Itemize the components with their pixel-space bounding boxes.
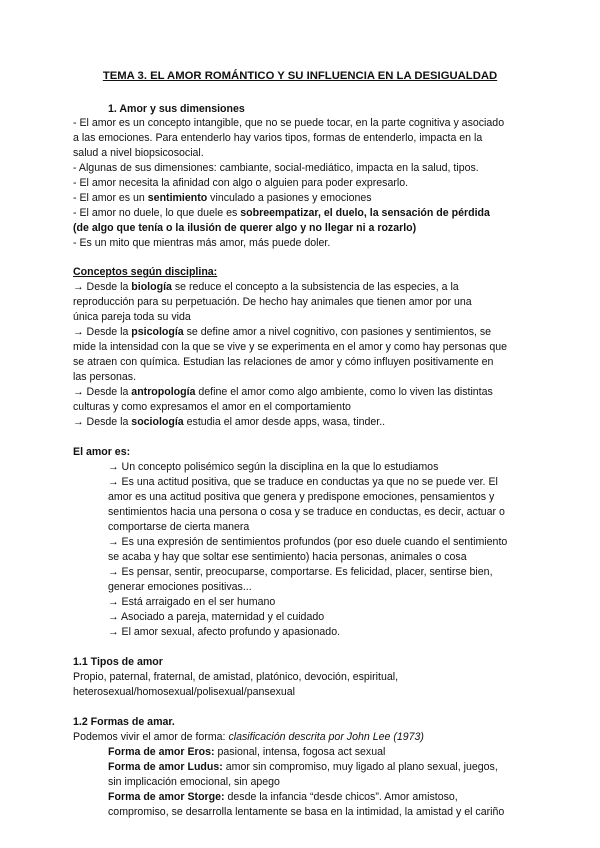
paragraph-line: - Algunas de sus dimensiones: cambiante, social-mediático, impacta en la salud, tipos. <box>73 162 479 174</box>
paragraph-line: mide la intensidad con la que se vive y se experimenta en el amor y como hay personas que <box>73 341 507 353</box>
list-item: se acaba y hay que soltar ese sentimiento) hacia personas, animales o cosa <box>108 551 467 563</box>
paragraph-line: - El amor es un sentimiento vinculado a pasiones y emociones <box>73 192 372 204</box>
list-item: → Es una expresión de sentimientos profundos (por eso duele cuando el sentimiento <box>108 536 508 548</box>
paragraph-line: → Desde la antropología define el amor como algo ambiente, como lo viven las distintas <box>73 386 493 398</box>
list-item: sin implicación emocional, sin apego <box>108 776 280 788</box>
paragraph-line: a las emociones. Para entenderlo hay varios tipos, formas de entenderlo, impacta en la <box>73 132 483 144</box>
paragraph-line: - El amor no duele, lo que duele es sobreempatizar, el duelo, la sensación de pérdida <box>73 207 490 219</box>
list-item: → Es una actitud positiva, que se traduce en conductas ya que no se puede ver. El <box>108 476 498 488</box>
paragraph-line: - El amor necesita la afinidad con algo o alguien para poder expresarlo. <box>73 177 409 189</box>
paragraph-line: → Desde la sociología estudia el amor desde apps, wasa, tinder.. <box>73 416 386 428</box>
paragraph-line: (de algo que tenía o la ilusión de querer algo y no llegar ni a rozarlo) <box>73 222 417 234</box>
list-item: → Asociado a pareja, maternidad y el cuidado <box>108 611 325 623</box>
section-heading-formas: 1.2 Formas de amar. <box>73 716 175 728</box>
paragraph-line: Podemos vivir el amor de forma: clasificación descrita por John Lee (1973) <box>73 731 424 743</box>
list-item: → El amor sexual, afecto profundo y apasionado. <box>108 626 341 638</box>
paragraph-line: → Desde la biología se reduce el concepto a la subsistencia de las especies, a la <box>73 281 459 293</box>
paragraph-line: se atraen con química. Estudian las relaciones de amor y cómo influyen positivamente en <box>73 356 494 368</box>
paragraph-line: única pareja toda su vida <box>73 311 191 323</box>
paragraph-line: Propio, paternal, fraternal, de amistad, platónico, devoción, espiritual, <box>73 671 399 683</box>
list-item: comportarse de cierta manera <box>108 521 250 533</box>
paragraph-line: salud a nivel biopsicosocial. <box>73 147 204 159</box>
section-heading-tipos: 1.1 Tipos de amor <box>73 656 163 668</box>
list-item: → Es pensar, sentir, preocuparse, comportarse. Es felicidad, placer, sentirse bien, <box>108 566 493 578</box>
paragraph-line: heterosexual/homosexual/polisexual/pansexual <box>73 686 296 698</box>
paragraph-line: las personas. <box>73 371 137 383</box>
list-item: → Un concepto polisémico según la disciplina en la que lo estudiamos <box>108 461 439 473</box>
section-heading-amor-dimensiones: 1. Amor y sus dimensiones <box>108 103 245 115</box>
paragraph-line: → Desde la psicología se define amor a nivel cognitivo, con pasiones y sentimientos, se <box>73 326 492 338</box>
list-item: Forma de amor Storge: desde la infancia “desde chicos”. Amor amistoso, <box>108 791 458 803</box>
list-item: compromiso, se desarrolla lentamente se basa en la intimidad, la amistad y el cariño <box>108 806 505 818</box>
section-heading-amor-es: El amor es: <box>73 446 131 458</box>
paragraph-line: - Es un mito que mientras más amor, más puede doler. <box>73 237 331 249</box>
list-item: → Está arraigado en el ser humano <box>108 596 276 608</box>
paragraph-line: - El amor es un concepto intangible, que no se puede tocar, en la parte cognitiva y asociado <box>73 117 505 129</box>
list-item: amor es una actitud positiva que genera y predispone emociones, pensamientos y <box>108 491 495 503</box>
list-item: Forma de amor Eros: pasional, intensa, fogosa act sexual <box>108 746 386 758</box>
paragraph-line: culturas y como expresamos el amor en el comportamiento <box>73 401 351 413</box>
section-heading-conceptos: Conceptos según disciplina: <box>73 266 218 278</box>
page-title: TEMA 3. EL AMOR ROMÁNTICO Y SU INFLUENCIA EN LA DESIGUALDAD <box>102 70 498 82</box>
paragraph-line: reproducción para su perpetuación. De hecho hay animales que tienen amor por una <box>73 296 472 308</box>
list-item: generar emociones positivas... <box>108 581 252 593</box>
list-item: sentimientos hacia una persona o cosa y se traduce en conductas, es decir, actuar o <box>108 506 505 518</box>
list-item: Forma de amor Ludus: amor sin compromiso, muy ligado al plano sexual, juegos, <box>108 761 498 773</box>
